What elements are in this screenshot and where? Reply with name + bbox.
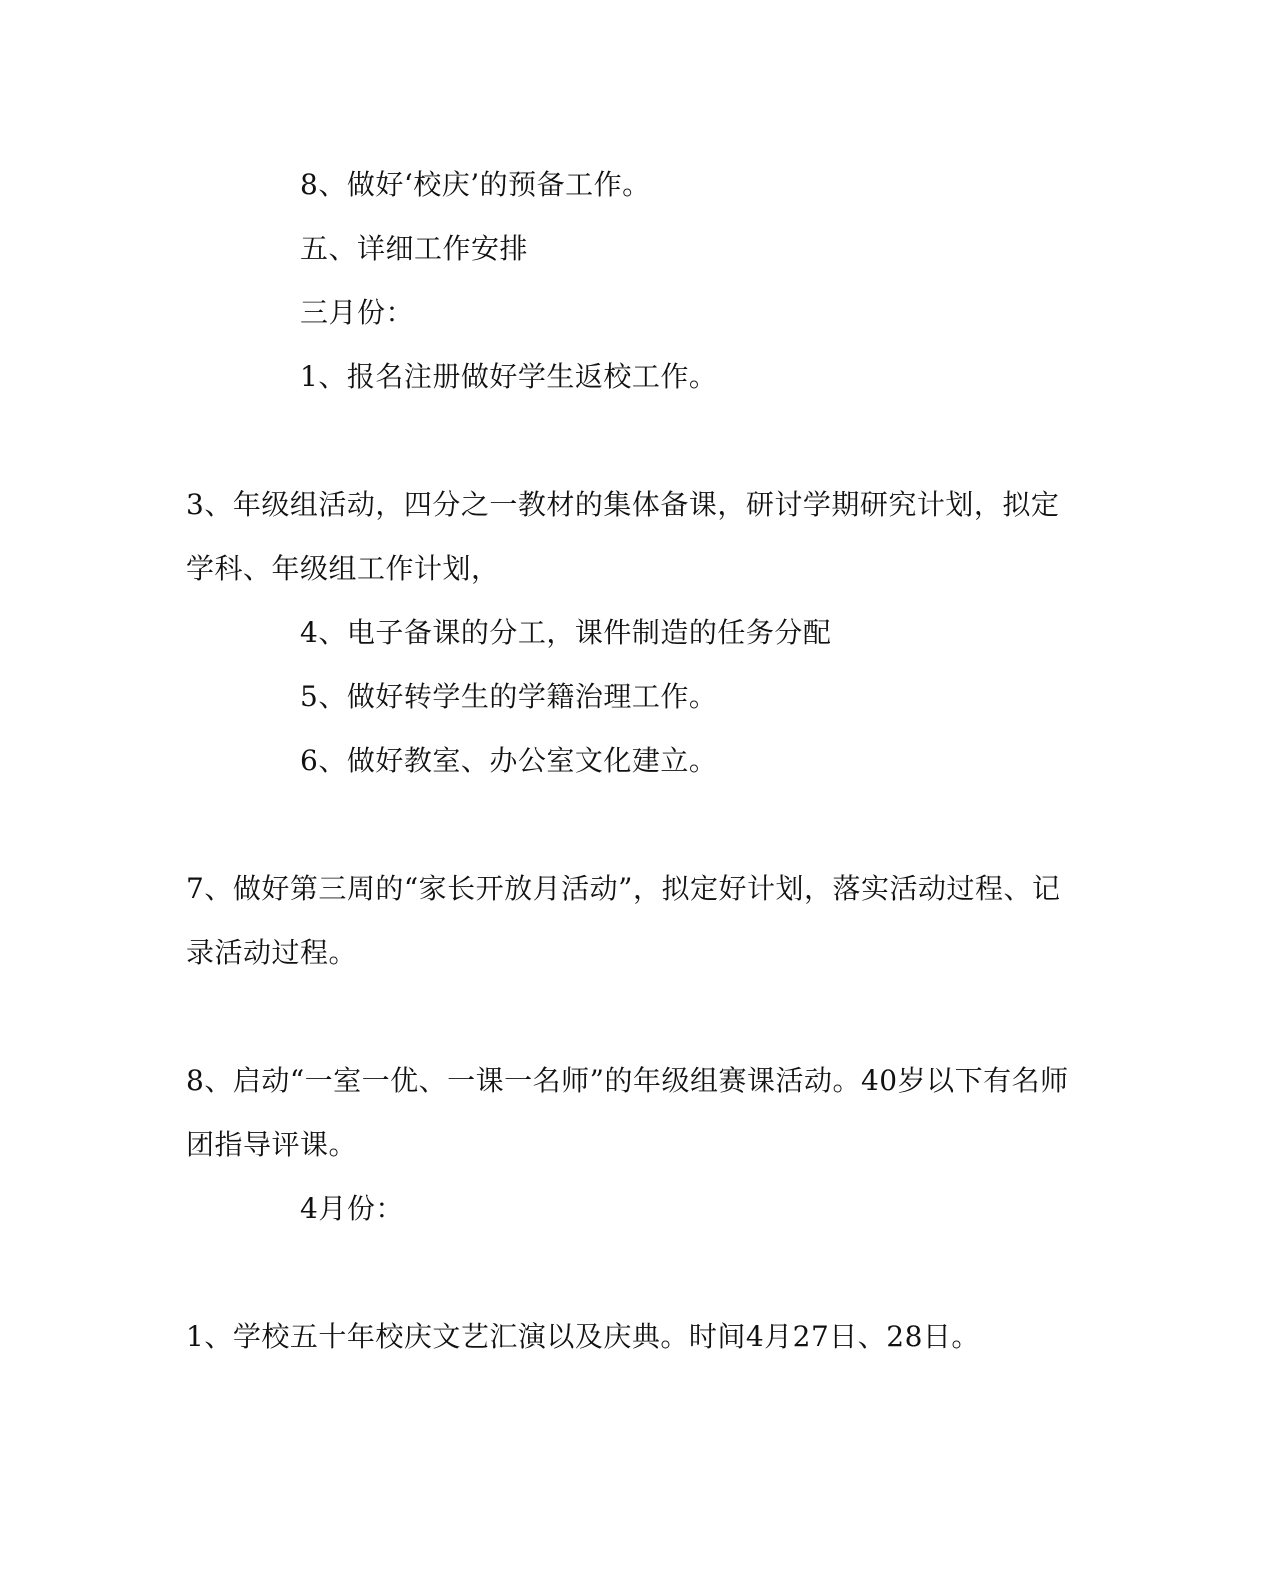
paragraph-line: 8、启动“一室一优、一课一名师”的年级组赛课活动。40岁以下有名师 bbox=[186, 1064, 1069, 1097]
paragraph-line: 5、做好转学生的学籍治理工作。 bbox=[300, 680, 718, 713]
paragraph-line: 1、学校五十年校庆文艺汇演以及庆典。时间4月27日、28日。 bbox=[186, 1320, 980, 1353]
paragraph-line: 1、报名注册做好学生返校工作。 bbox=[300, 360, 718, 393]
paragraph-line: 4、电子备课的分工，课件制造的任务分配 bbox=[300, 616, 832, 649]
month-heading: 三月份： bbox=[300, 296, 415, 329]
paragraph-line: 6、做好教室、办公室文化建立。 bbox=[300, 744, 718, 777]
paragraph-line: 团指导评课。 bbox=[186, 1128, 358, 1161]
paragraph-line: 录活动过程。 bbox=[186, 936, 358, 969]
paragraph-line: 8、做好‘校庆’的预备工作。 bbox=[300, 168, 651, 201]
paragraph-line: 7、做好第三周的“家长开放月活动”，拟定好计划，落实活动过程、记 bbox=[186, 872, 1061, 905]
paragraph-line: 3、年级组活动，四分之一教材的集体备课，研讨学期研究计划，拟定 bbox=[186, 488, 1060, 521]
section-heading: 五、详细工作安排 bbox=[300, 232, 529, 265]
month-heading: 4月份： bbox=[300, 1192, 404, 1225]
paragraph-line: 学科、年级组工作计划， bbox=[186, 552, 500, 585]
